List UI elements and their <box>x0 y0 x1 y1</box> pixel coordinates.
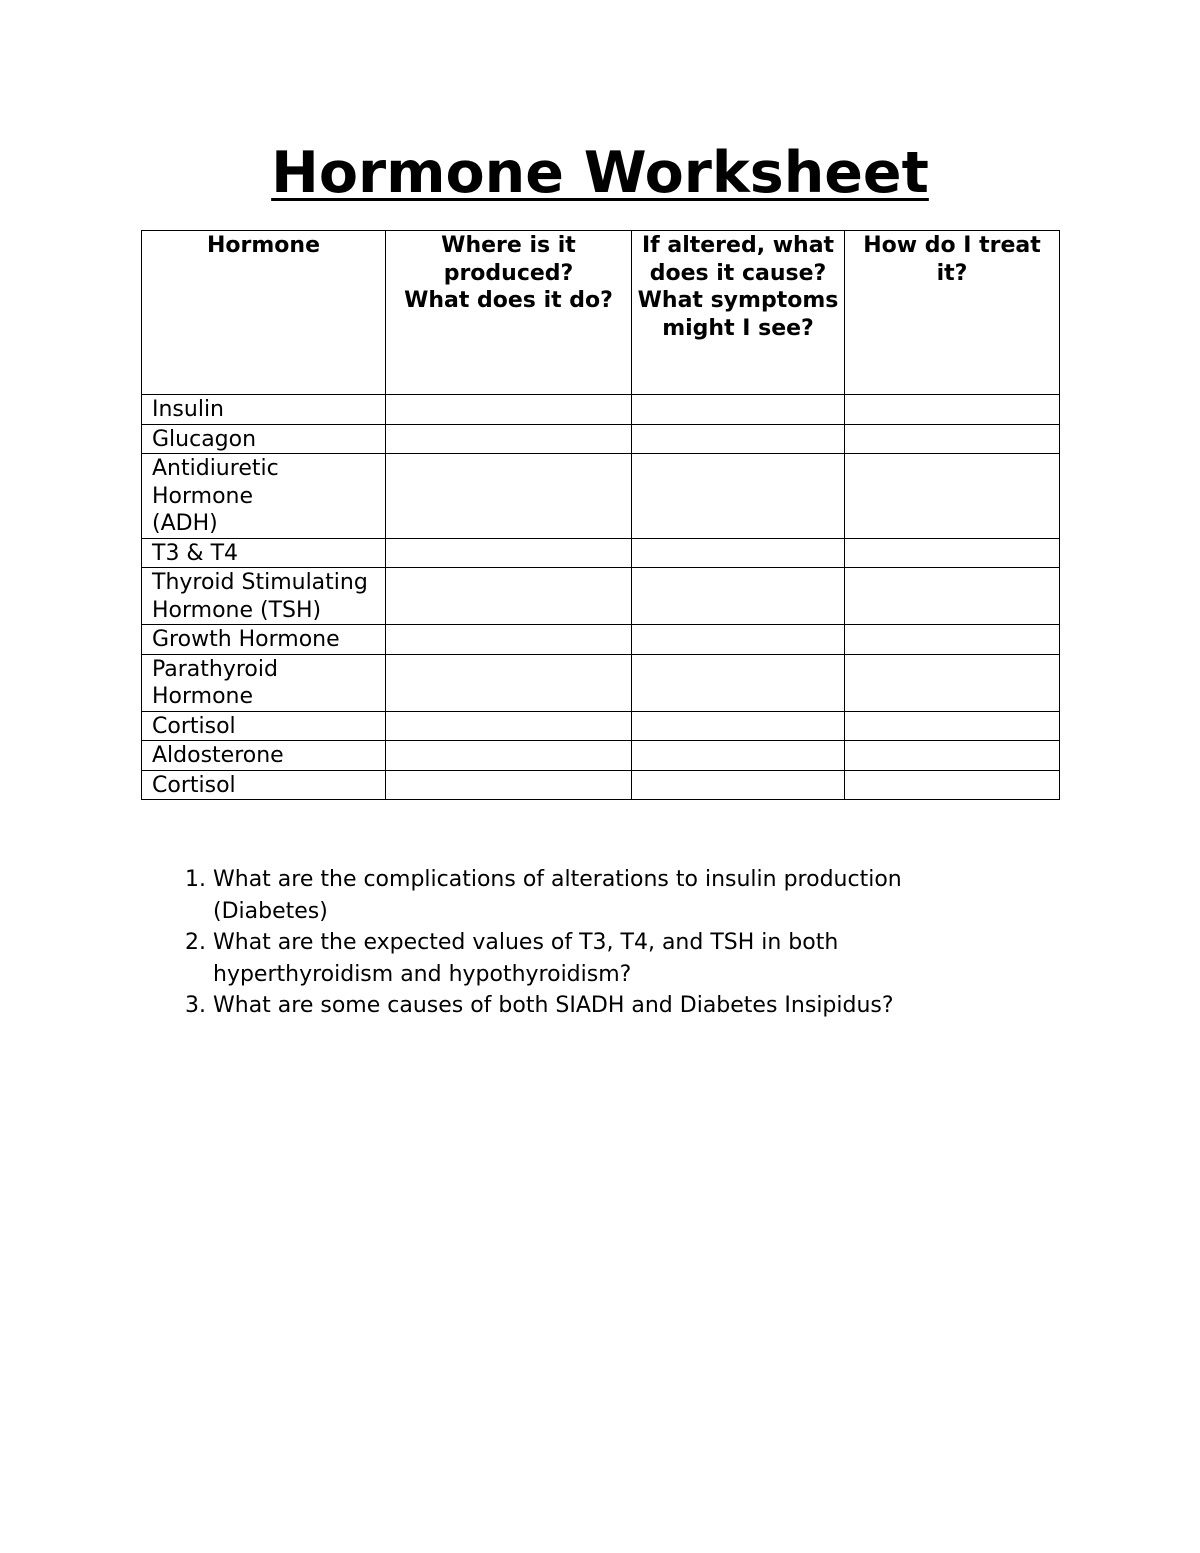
header-symptoms-label: If altered, what does it cause? What symptoms might I see? <box>637 233 839 341</box>
hormone-name-cell: T3 & T4 <box>142 538 386 568</box>
production-cell[interactable] <box>386 654 632 711</box>
production-cell[interactable] <box>386 424 632 454</box>
production-cell[interactable] <box>386 770 632 800</box>
header-treatment <box>845 231 1060 395</box>
header-hormone <box>142 231 386 395</box>
treatment-cell[interactable] <box>845 741 1060 771</box>
table-row <box>142 654 1060 711</box>
question-item: 2. What are the expected values of T3, T4, and TSH in both hyperthyroidism and hypothyroidism? <box>213 927 1013 990</box>
symptoms-cell[interactable] <box>632 454 845 539</box>
table-row <box>142 568 1060 625</box>
table-row <box>142 454 1060 539</box>
table-row <box>142 538 1060 568</box>
symptoms-cell[interactable] <box>632 711 845 741</box>
hormone-name-cell: Insulin <box>142 395 386 425</box>
table-row <box>142 741 1060 771</box>
table-row <box>142 395 1060 425</box>
header-production <box>386 231 632 395</box>
treatment-cell[interactable] <box>845 454 1060 539</box>
treatment-cell[interactable] <box>845 770 1060 800</box>
production-cell[interactable] <box>386 395 632 425</box>
header-production-label: Where is it produced? What does it do? <box>404 233 613 313</box>
production-cell[interactable] <box>386 454 632 539</box>
question-item: 1. What are the complications of alterations to insulin production (Diabetes) <box>213 864 1013 927</box>
hormone-name-cell: Parathyroid Hormone <box>142 654 386 711</box>
hormone-name-cell: Glucagon <box>142 424 386 454</box>
hormone-name-cell: Cortisol <box>142 711 386 741</box>
production-cell[interactable] <box>386 568 632 625</box>
treatment-cell[interactable] <box>845 424 1060 454</box>
table-row <box>142 770 1060 800</box>
symptoms-cell[interactable] <box>632 538 845 568</box>
header-symptoms <box>632 231 845 395</box>
table-row <box>142 625 1060 655</box>
symptoms-cell[interactable] <box>632 424 845 454</box>
hormone-name-cell: Antidiuretic Hormone (ADH) <box>142 454 386 539</box>
table-header-row <box>142 231 1060 395</box>
symptoms-cell[interactable] <box>632 741 845 771</box>
question-item: 3. What are some causes of both SIADH and Diabetes Insipidus? <box>213 990 1013 1022</box>
table-row <box>142 424 1060 454</box>
hormone-table <box>141 230 1060 800</box>
symptoms-cell[interactable] <box>632 395 845 425</box>
question-list <box>173 864 1013 1022</box>
production-cell[interactable] <box>386 538 632 568</box>
treatment-cell[interactable] <box>845 625 1060 655</box>
treatment-cell[interactable] <box>845 654 1060 711</box>
symptoms-cell[interactable] <box>632 568 845 625</box>
hormone-name-cell: Aldosterone <box>142 741 386 771</box>
treatment-cell[interactable] <box>845 395 1060 425</box>
table-row <box>142 711 1060 741</box>
treatment-cell[interactable] <box>845 568 1060 625</box>
hormone-name-cell: Cortisol <box>142 770 386 800</box>
treatment-cell[interactable] <box>845 711 1060 741</box>
hormone-name-cell: Thyroid Stimulating Hormone (TSH) <box>142 568 386 625</box>
production-cell[interactable] <box>386 741 632 771</box>
symptoms-cell[interactable] <box>632 654 845 711</box>
page-title: Hormone Worksheet <box>271 140 929 206</box>
treatment-cell[interactable] <box>845 538 1060 568</box>
hormone-name-cell: Growth Hormone <box>142 625 386 655</box>
symptoms-cell[interactable] <box>632 625 845 655</box>
header-treatment-label: How do I treat it? <box>863 233 1041 286</box>
header-hormone-label: Hormone <box>207 233 320 258</box>
symptoms-cell[interactable] <box>632 770 845 800</box>
production-cell[interactable] <box>386 625 632 655</box>
production-cell[interactable] <box>386 711 632 741</box>
